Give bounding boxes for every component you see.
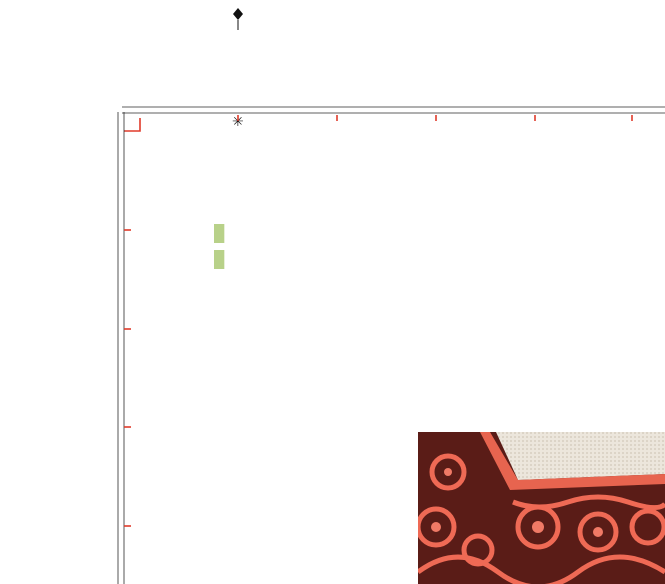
execution-text bbox=[214, 421, 394, 437]
lace-edging-photo bbox=[418, 432, 665, 584]
start-marker-icon bbox=[233, 8, 243, 20]
crochet-chart-side bbox=[0, 0, 140, 584]
material-badge-thread bbox=[214, 224, 224, 243]
asterisk-marker-icon: ✳ bbox=[232, 114, 244, 130]
material-badge-hook bbox=[214, 250, 224, 269]
